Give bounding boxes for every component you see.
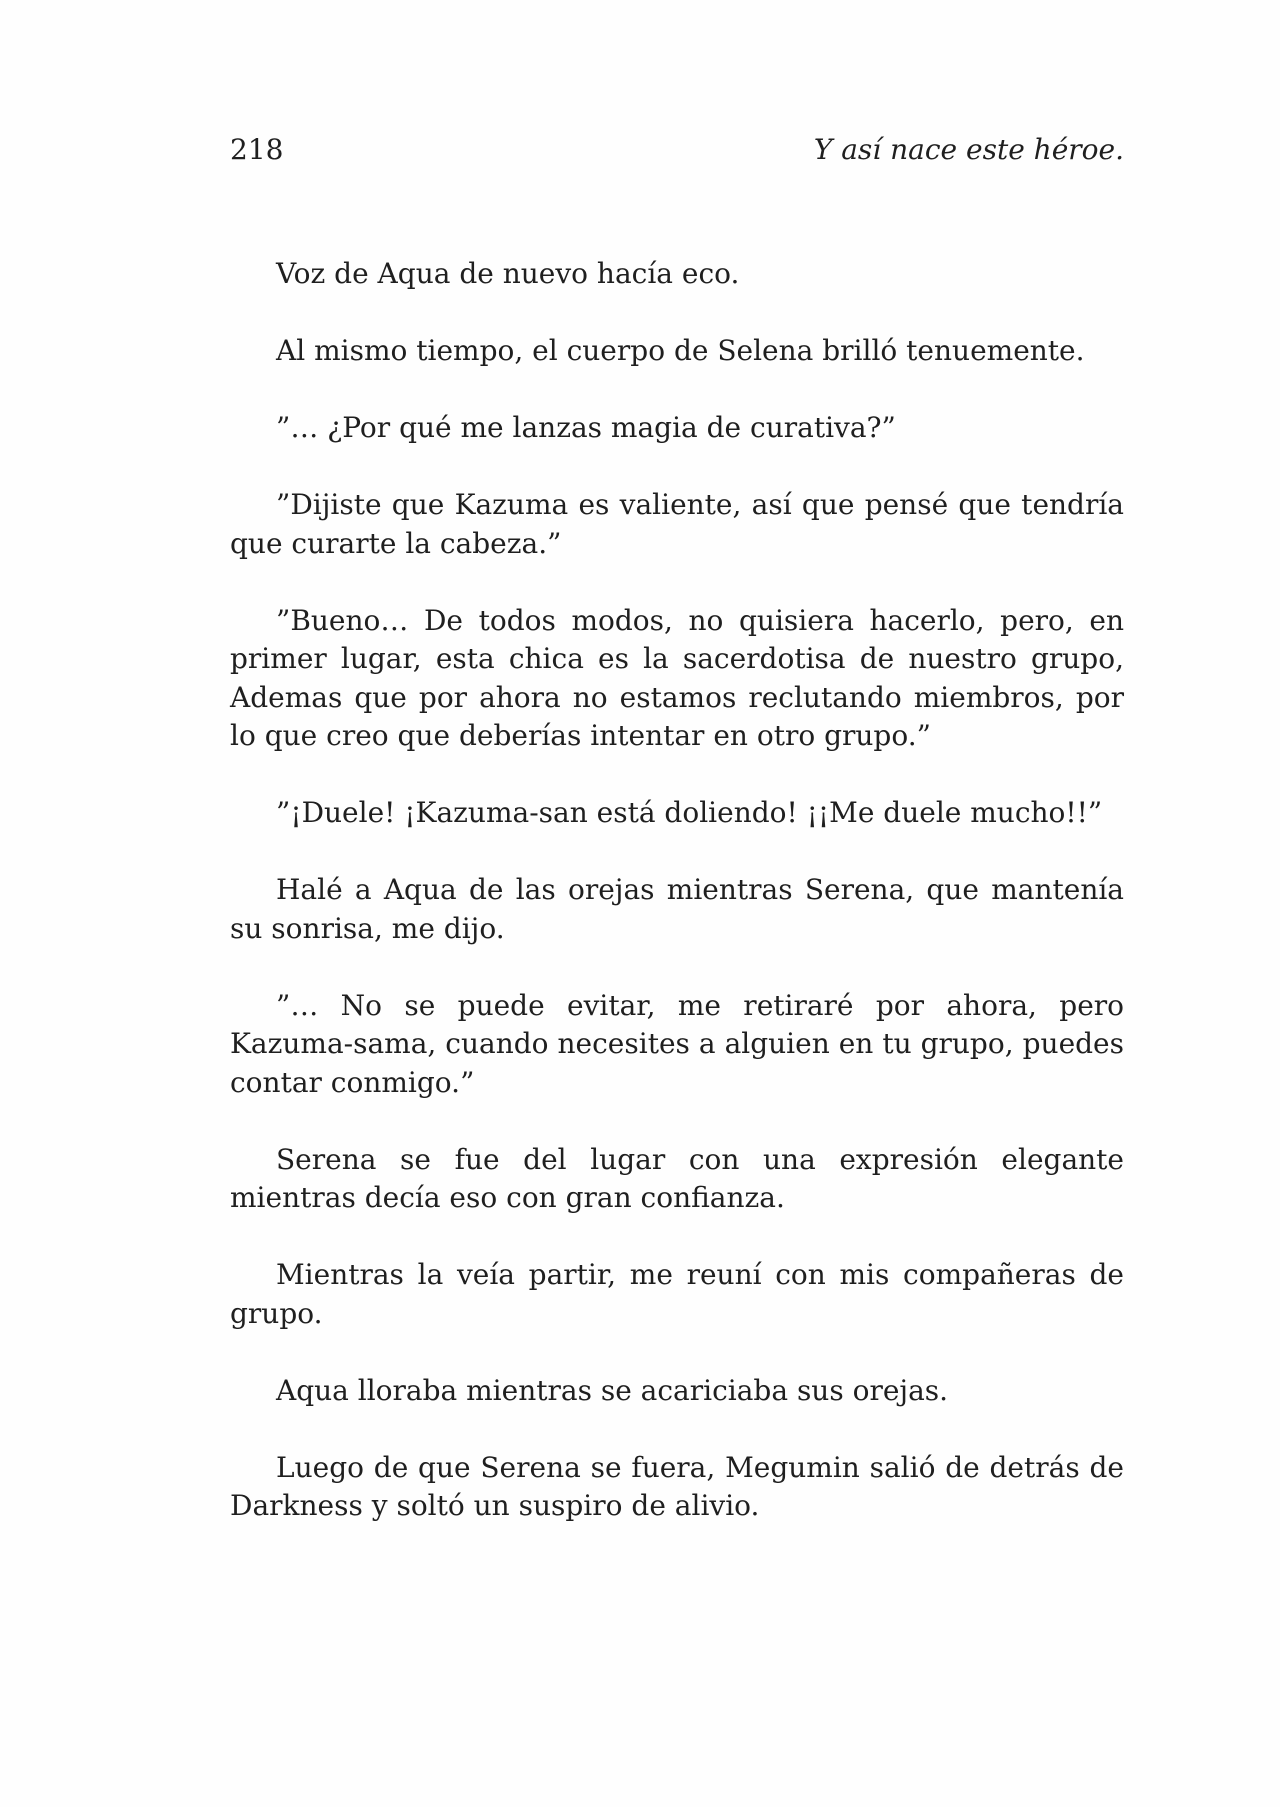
paragraph: Voz de Aqua de nuevo hacía eco.	[276, 257, 740, 290]
paragraph: Aqua lloraba mientras se acariciaba sus orejas.	[276, 1373, 949, 1407]
paragraph: ”¡Duele! ¡Kazuma-san está doliendo! ¡¡Me duele mucho!!”	[276, 796, 1103, 829]
paragraph: Serena se fue del lugar con una expresión elegante mientras decía eso con gran confianza.	[230, 1142, 1124, 1214]
paragraph: ”… ¿Por qué me lanzas magia de curativa?”	[276, 411, 896, 444]
paragraph: ”… No se puede evitar, me retiraré por ahora, pero Kazuma-sama, cuando necesites a alguien en tu grupo, puedes contar conmigo.”	[230, 988, 1124, 1099]
paragraph: Al mismo tiempo, el cuerpo de Selena brilló tenuemente.	[276, 334, 1085, 367]
paragraph: ”Dijiste que Kazuma es valiente, así que pensé que tendría que curarte la cabeza.”	[230, 488, 1124, 560]
body-text	[230, 255, 1124, 1564]
running-head	[230, 128, 1124, 172]
paragraph: Halé a Aqua de las orejas mientras Serena, que mantenía su sonrisa, me dijo.	[230, 873, 1124, 945]
paragraph: Mientras la veía partir, me reuní con mis compañeras de grupo.	[230, 1258, 1124, 1330]
page-number: 218	[230, 133, 284, 166]
running-title: Y así nace este héroe.	[813, 133, 1124, 166]
paragraph: Luego de que Serena se fuera, Megumin salió de detrás de Darkness y soltó un suspiro de alivio.	[230, 1450, 1124, 1522]
paragraph: ”Bueno… De todos modos, no quisiera hacerlo, pero, en primer lugar, esta chica es la sacerdotisa de nuestro grupo, Ademas que por ahora no estamos reclutando miembros, por lo que creo que deberías intentar en otro grupo.”	[230, 603, 1124, 752]
